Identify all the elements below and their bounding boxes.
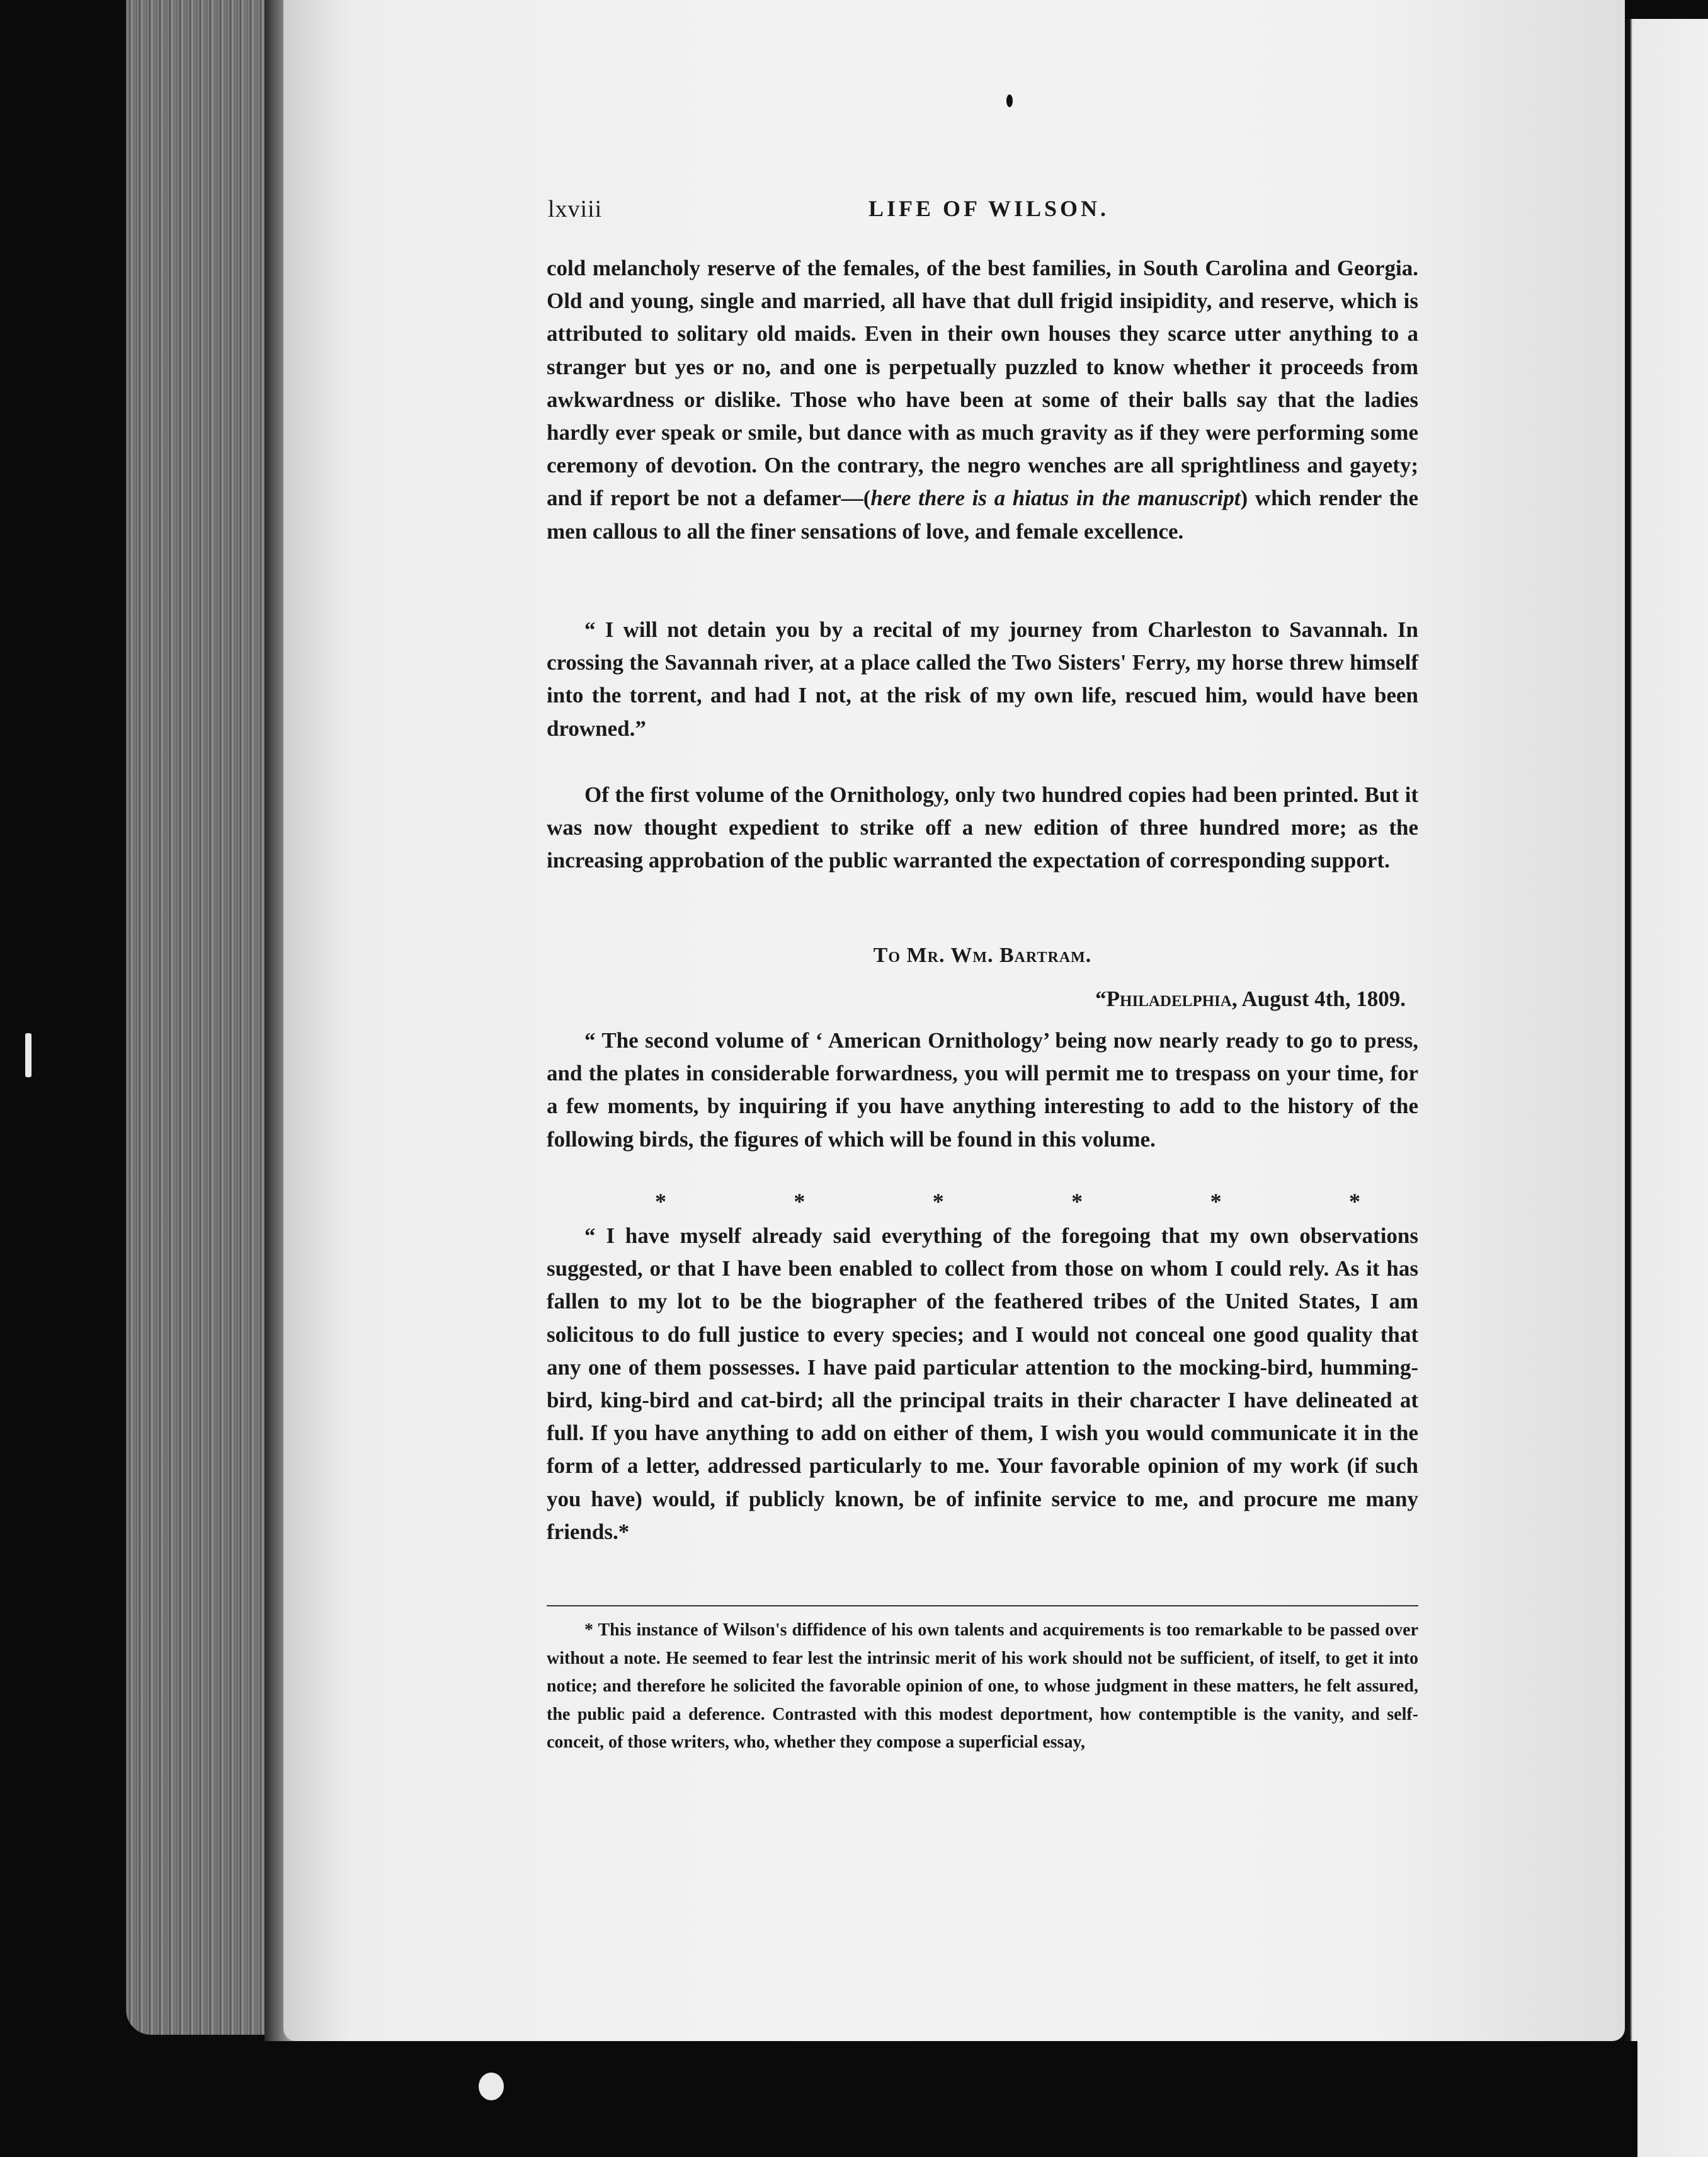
- footnote-rule: [547, 1605, 1418, 1606]
- next-page-edge: [1625, 19, 1708, 2157]
- paragraph-text: “ I will not detain you by a recital of my journey from Charleston to Savannah. In crossing the Savannah river, at a place called the Two Sisters' Ferry, my horse threw himself into the torrent, and had I not, at the risk of my own life, rescued him, would have been drowned.”: [547, 617, 1418, 741]
- paragraph-text: “ I have myself already said everything of the foregoing that my own observations suggested, or that I have been enabled to collect from those on whom I could rely. As it has fallen to my lot to be the biographer of the feathered tribes of the United States, I am solicitous to do full justice to every species; and I would not conceal one good quality that any one of them possesses. I have paid particular attention to the mocking-bird, humming-bird, king-bird and cat-bird; all the principal traits in their character I have delineated at full. If you have anything to add on either of them, I wish you would communicate it in the form of a letter, addressed particularly to me. Your favorable opinion of my work (if such you have) would, if publicly known, be of infinite service to me, and procure me many friends.*: [547, 1223, 1418, 1544]
- book-page-stack-edge: [126, 0, 283, 2035]
- asterisk: *: [794, 1189, 806, 1214]
- paragraph-text: Of the first volume of the Ornithology, only two hundred copies had been printed. But it was now thought expedient to strike off a new edition of three hundred more; as the increasing approbation of the public warranted the expectation of corresponding support.: [547, 782, 1418, 873]
- letter-paragraph: [547, 1024, 1418, 1156]
- body-paragraph: [547, 614, 1418, 745]
- footnote-text: * This instance of Wilson's diffidence of his own talents and acquirements is too remarkable to be passed over without a note. He seemed to fear lest the intrinsic merit of his work should not be sufficient, of itself, to get it into notice; and therefore he solicited the favorable opinion of one, to whose judgment in these matters, he felt assured, the public paid a deference. Contrasted with this modest deportment, how contemptible is the vanity, and self-conceit, of those writers, who, whether they compose a superficial essay,: [547, 1620, 1418, 1753]
- italic-editorial-note: here there is a hiatus in the manuscript: [870, 486, 1241, 511]
- asterisk: *: [1348, 1189, 1360, 1214]
- scan-speck: [479, 2073, 504, 2100]
- body-paragraph: [547, 252, 1418, 548]
- letter-dateline: [547, 987, 1406, 1012]
- asterisk: *: [655, 1189, 666, 1214]
- scan-speck: [1006, 94, 1013, 107]
- footnote: [547, 1616, 1418, 1757]
- body-paragraph: [547, 779, 1418, 878]
- paragraph-text: “ The second volume of ‘ American Ornithology’ being now nearly ready to go to press, and the plates in considerable forwardness, you will permit me to trespass on your time, for a few moments, by inquiring if you have anything interesting to add to the history of the following birds, the figures of which will be found in this volume.: [547, 1028, 1418, 1152]
- ellipsis-asterisks: [655, 1188, 1360, 1215]
- asterisk: *: [1071, 1189, 1083, 1214]
- letter-heading: To Mr. Wm. Bartram.: [873, 944, 1092, 967]
- paragraph-text: cold melancholy reserve of the females, of the best families, in South Carolina and Georgia. Old and young, single and married, all have that dull frigid insipidity, and reserve, which is attributed to solitary old maids. Even in their own houses they scarce utter anything to a stranger but yes or no, and one is perpetually puzzled to know whether it proceeds from awkwardness or dislike. Those who have been at some of their balls say that the ladies hardly ever speak or smile, but dance with as much gravity as if they were performing some ceremony of devotion. On the contrary, the negro wenches are all sprightliness and gayety; and if report be not a defamer—(: [547, 256, 1418, 511]
- asterisk: *: [1210, 1189, 1222, 1214]
- scan-speck: [25, 1033, 31, 1077]
- running-head: LIFE OF WILSON.: [868, 196, 1110, 221]
- dateline-place: “Philadelphia,: [1095, 987, 1238, 1011]
- bottom-scan-border: [252, 2041, 1637, 2157]
- asterisk: *: [932, 1189, 944, 1214]
- paragraph-text: ) which render the men callous to all the finer sensations of love, and female excellence.: [547, 486, 1418, 544]
- dateline-date: August 4th, 1809.: [1237, 987, 1406, 1011]
- letter-paragraph: [547, 1220, 1418, 1548]
- page-number: lxviii: [548, 196, 603, 222]
